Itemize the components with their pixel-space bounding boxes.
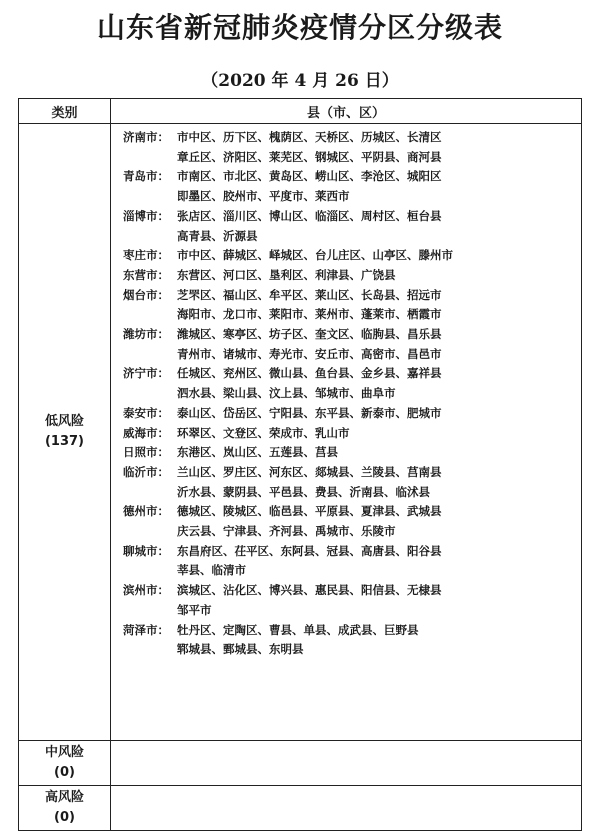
city-name: 滨州市： — [123, 583, 169, 598]
county-list — [177, 443, 338, 463]
high-risk-label: 高风险 — [44, 790, 84, 805]
county-line: 沂水县、蒙阴县、平邑县、费县、沂南县、临沭县 — [177, 484, 430, 499]
county-list — [177, 581, 442, 620]
county-line: 兰山区、罗庄区、河东区、郯城县、兰陵县、莒南县 — [177, 464, 442, 479]
high-risk-category — [19, 786, 111, 831]
medium-risk-label: 中风险 — [44, 745, 84, 760]
city-entry — [111, 286, 581, 325]
city-entry — [111, 581, 581, 620]
city-entry — [111, 502, 581, 541]
city-name: 聊城市： — [123, 543, 169, 558]
county-line: 即墨区、胶州市、平度市、莱西市 — [177, 189, 350, 204]
risk-level-table — [18, 98, 582, 831]
county-line: 德城区、陵城区、临邑县、平原县、夏津县、武城县 — [177, 504, 442, 519]
county-line: 海阳市、龙口市、莱阳市、莱州市、蓬莱市、栖霞市 — [177, 307, 442, 322]
county-list — [177, 621, 419, 660]
high-risk-row — [19, 786, 582, 831]
table-header-row — [19, 99, 582, 124]
county-list — [177, 364, 442, 403]
city-entry — [111, 266, 581, 286]
city-name: 枣庄市： — [123, 248, 169, 263]
county-list — [177, 128, 442, 167]
header-category: 类别 — [19, 99, 111, 124]
county-list — [177, 325, 442, 364]
medium-risk-row — [19, 741, 582, 786]
county-line: 郓城县、鄄城县、东明县 — [177, 642, 304, 657]
city-entry — [111, 443, 581, 463]
city-name: 青岛市： — [123, 169, 169, 184]
county-line: 庆云县、宁津县、齐河县、禹城市、乐陵市 — [177, 524, 396, 539]
city-entry — [111, 167, 581, 206]
city-entry — [111, 424, 581, 444]
county-line: 泰山区、岱岳区、宁阳县、东平县、新泰市、肥城市 — [177, 405, 442, 420]
city-name: 临沂市： — [123, 464, 169, 479]
medium-risk-counties — [111, 741, 582, 786]
county-list — [177, 502, 442, 541]
county-line: 东营区、河口区、垦利区、利津县、广饶县 — [177, 267, 396, 282]
county-line: 莘县、临清市 — [177, 563, 246, 578]
city-entry — [111, 128, 581, 167]
county-list — [177, 246, 453, 266]
county-line: 青州市、诸城市、寿光市、安丘市、高密市、昌邑市 — [177, 346, 442, 361]
county-line: 牡丹区、定陶区、曹县、单县、成武县、巨野县 — [177, 622, 419, 637]
city-entry — [111, 325, 581, 364]
city-name: 淄博市： — [123, 208, 169, 223]
county-line: 东港区、岚山区、五莲县、莒县 — [177, 445, 338, 460]
city-name: 烟台市： — [123, 287, 169, 302]
medium-risk-category — [19, 741, 111, 786]
county-line: 张店区、淄川区、博山区、临淄区、周村区、桓台县 — [177, 208, 442, 223]
city-entry — [111, 621, 581, 660]
page-title: 山东省新冠肺炎疫情分区分级表 — [96, 11, 503, 44]
city-name: 潍坊市： — [123, 327, 169, 342]
county-line: 环翠区、文登区、荣成市、乳山市 — [177, 425, 350, 440]
city-entry — [111, 207, 581, 246]
high-risk-count: (0) — [54, 810, 75, 825]
county-list — [177, 266, 396, 286]
county-line: 东昌府区、茌平区、东阿县、冠县、高唐县、阳谷县 — [177, 543, 442, 558]
county-list — [177, 286, 442, 325]
city-entry — [111, 463, 581, 502]
city-name: 泰安市： — [123, 405, 169, 420]
city-entry — [111, 542, 581, 581]
county-line: 市南区、市北区、黄岛区、崂山区、李沧区、城阳区 — [177, 169, 442, 184]
county-line: 泗水县、梁山县、汶上县、邹城市、曲阜市 — [177, 386, 396, 401]
city-name: 济南市： — [123, 130, 169, 144]
county-list — [177, 424, 350, 444]
county-line: 高青县、沂源县 — [177, 228, 258, 243]
city-entry — [111, 364, 581, 403]
county-list — [177, 542, 442, 581]
county-line: 任城区、兖州区、微山县、鱼台县、金乡县、嘉祥县 — [177, 366, 442, 381]
county-line: 芝罘区、福山区、牟平区、莱山区、长岛县、招远市 — [177, 287, 442, 302]
city-name: 威海市： — [123, 425, 169, 440]
city-name: 济宁市： — [123, 366, 169, 381]
low-risk-county-list — [111, 124, 582, 741]
county-line: 邹平市 — [177, 602, 212, 617]
header-counties: 县（市、区） — [111, 99, 582, 124]
low-risk-label: 低风险 — [44, 414, 84, 429]
medium-risk-count: (0) — [54, 765, 75, 780]
city-name: 东营市： — [123, 267, 169, 282]
city-name: 日照市： — [123, 445, 169, 460]
low-risk-row — [19, 124, 582, 741]
county-line: 市中区、薛城区、峄城区、台儿庄区、山亭区、滕州市 — [177, 248, 453, 263]
county-list — [177, 404, 442, 424]
city-name: 德州市： — [123, 504, 169, 519]
county-line: 章丘区、济阳区、莱芜区、钢城区、平阴县、商河县 — [177, 149, 442, 164]
county-list — [177, 207, 442, 246]
low-risk-category — [19, 124, 111, 741]
county-list — [177, 463, 442, 502]
low-risk-count: (137) — [44, 434, 85, 449]
county-line: 滨城区、沾化区、博兴县、惠民县、阳信县、无棣县 — [177, 583, 442, 598]
high-risk-counties — [111, 786, 582, 831]
city-entry — [111, 246, 581, 266]
county-list — [177, 167, 442, 206]
county-line: 市中区、历下区、槐荫区、天桥区、历城区、长清区 — [177, 130, 442, 144]
city-name: 菏泽市： — [123, 622, 169, 637]
date-subtitle: （2020 年 4 月 26 日） — [201, 71, 399, 91]
county-line: 潍城区、寒亭区、坊子区、奎文区、临朐县、昌乐县 — [177, 327, 442, 342]
city-entry — [111, 404, 581, 424]
